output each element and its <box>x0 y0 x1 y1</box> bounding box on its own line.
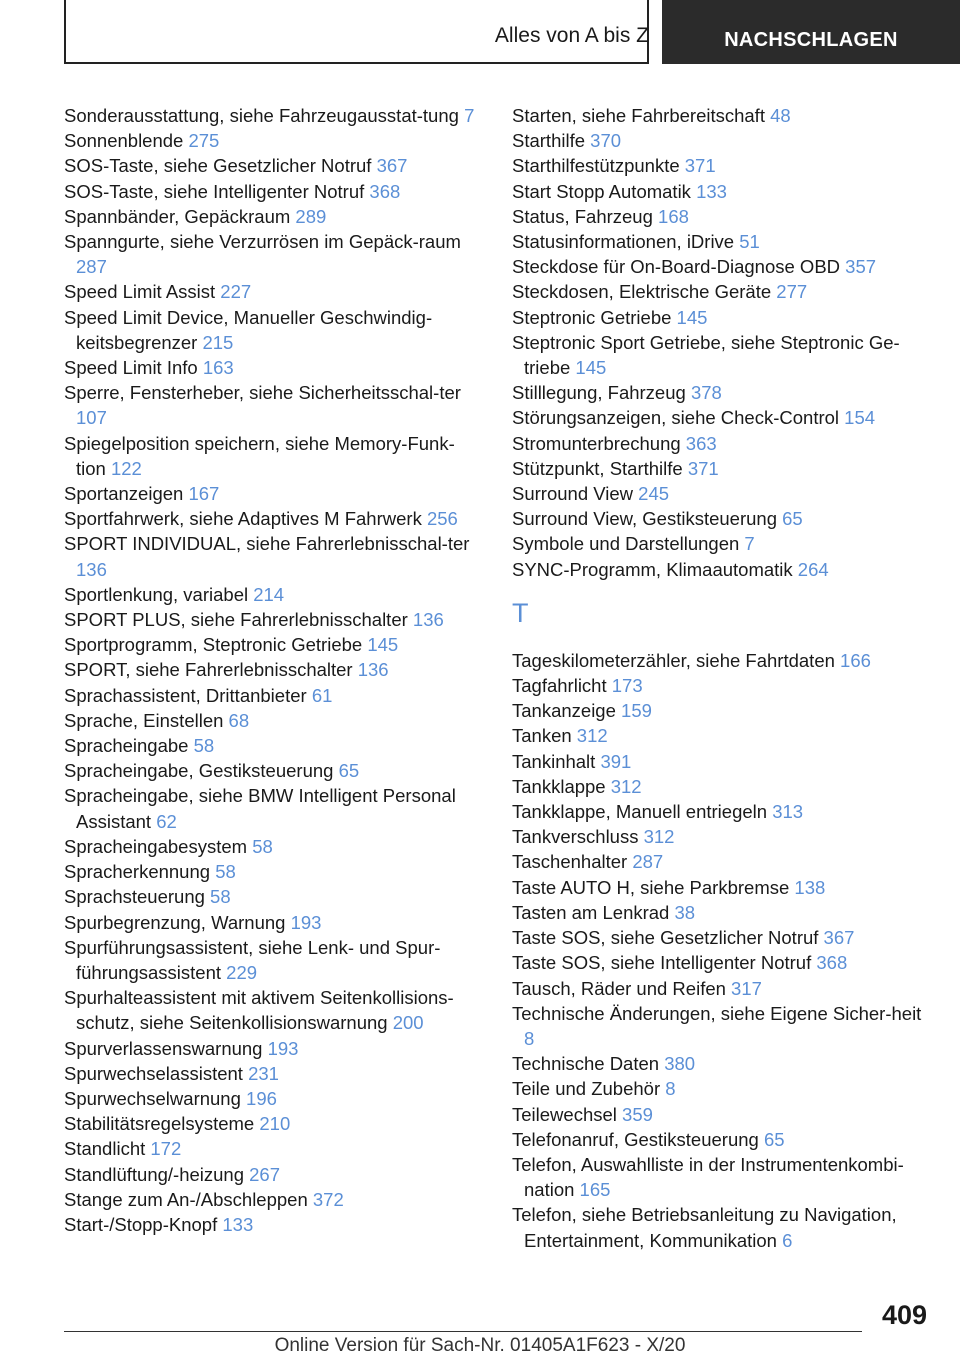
index-entry <box>64 683 484 708</box>
index-entry-text: Teile und Zubehör <box>512 1078 661 1100</box>
index-page-link[interactable]: 38 <box>674 901 696 923</box>
index-entry <box>512 1127 932 1152</box>
index-entry-text: Surround View <box>512 483 634 505</box>
index-entry-text: Speed Limit Device, Manueller Geschwindig-keitsbegrenzer <box>64 306 433 353</box>
index-entry-text: Statusinformationen, iDrive <box>512 231 735 253</box>
index-entry <box>64 431 484 481</box>
index-page-link[interactable]: 231 <box>248 1062 279 1084</box>
footer-text: Online Version für Sach-Nr. 01405A1F623 - X/20 <box>274 1335 686 1356</box>
index-page-link[interactable]: 133 <box>696 180 727 202</box>
index-entry <box>512 1001 932 1051</box>
index-page-link[interactable]: 48 <box>770 105 791 126</box>
index-entry-text: Standlüftung/-heizung <box>64 1163 244 1185</box>
index-page-link[interactable]: 107 <box>76 407 107 429</box>
index-entry-text: Sprachassistent, Drittanbieter <box>64 684 307 706</box>
index-page-link[interactable]: 168 <box>658 205 689 227</box>
index-page-link[interactable]: 65 <box>338 760 360 782</box>
index-entry <box>64 910 484 935</box>
index-entry-text: SPORT INDIVIDUAL, siehe Fahrerlebnisschal-ter <box>64 533 470 555</box>
index-entry <box>512 925 932 950</box>
index-page-link[interactable]: 58 <box>210 886 231 908</box>
index-page-link[interactable]: 122 <box>110 457 142 479</box>
index-entry-text: Standlicht <box>64 1138 146 1160</box>
index-entry <box>512 481 932 506</box>
index-entry <box>64 1086 484 1111</box>
index-page-link[interactable]: 167 <box>188 483 220 505</box>
index-entry-text: Speed Limit Assist <box>64 281 216 303</box>
index-page-link[interactable]: 145 <box>676 306 708 328</box>
index-page-link[interactable]: 289 <box>295 205 327 227</box>
chapter-tab-label: NACHSCHLAGEN <box>724 28 898 51</box>
chapter-tab <box>662 0 960 64</box>
index-page-link[interactable]: 312 <box>576 725 608 747</box>
index-page-link[interactable]: 173 <box>611 675 643 697</box>
index-entry-text: Tausch, Räder und Reifen <box>512 977 726 999</box>
index-entry <box>512 103 932 128</box>
index-entry-text: Start-/Stopp-Knopf <box>64 1213 218 1235</box>
index-entry-text: SOS-Taste, siehe Gesetzlicher Notruf <box>64 155 372 177</box>
index-page-link[interactable]: 363 <box>685 432 717 454</box>
index-page-link[interactable]: 58 <box>193 735 215 757</box>
index-entry-text: Spurwechselassistent <box>64 1062 243 1084</box>
index-entry-text: Spracheingabesystem <box>64 835 248 857</box>
index-entry <box>64 884 484 909</box>
index-entry <box>512 1051 932 1076</box>
index-entry <box>64 229 484 279</box>
index-entry-text: Spracherkennung <box>64 861 211 883</box>
index-entry <box>64 128 484 153</box>
index-page-link[interactable]: 359 <box>622 1103 653 1125</box>
index-page-link[interactable]: 7 <box>744 533 755 555</box>
index-entry-text: Tankklappe <box>512 775 606 797</box>
index-entry <box>512 179 932 204</box>
index-entry-text: Starthilfestützpunkte <box>512 155 680 177</box>
index-entry-text: Tankklappe, Manuell entriegeln <box>512 801 768 823</box>
index-entry <box>512 254 932 279</box>
index-page-link[interactable]: 312 <box>610 775 642 797</box>
index-entry-text: Spurhalteassistent mit aktivem Seitenkollisions-schutz, siehe Seitenkollisionswarnung <box>64 987 454 1034</box>
index-entry <box>512 330 932 380</box>
index-entry-text: Tagfahrlicht <box>512 675 607 697</box>
index-entry-text: Steckdosen, Elektrische Geräte <box>512 281 772 303</box>
index-entry <box>512 875 932 900</box>
index-page-link[interactable]: 214 <box>253 583 285 605</box>
index-entry-text: Sportlenkung, variabel <box>64 583 249 605</box>
index-entry-text: Taste SOS, siehe Intelligenter Notruf <box>512 952 812 974</box>
index-entry-text: Stützpunkt, Starthilfe <box>512 457 683 479</box>
index-entry <box>512 723 932 748</box>
index-entry <box>64 1162 484 1187</box>
index-page-link[interactable]: 165 <box>579 1179 611 1201</box>
index-entry-text: Surround View, Gestiksteuerung <box>512 508 777 530</box>
index-page-link[interactable]: 367 <box>376 155 408 177</box>
index-entry <box>512 431 932 456</box>
index-entry <box>64 380 484 430</box>
index-page-link[interactable]: 136 <box>76 558 107 580</box>
index-entry-text: Steckdose für On-Board-Diagnose OBD <box>512 256 841 278</box>
index-entry <box>512 229 932 254</box>
index-entry <box>64 531 484 581</box>
index-entry-text: Start Stopp Automatik <box>512 180 691 202</box>
index-entry-text: Spiegelposition speichern, siehe Memory-Funk-tion <box>64 432 455 479</box>
index-entry-text: Spurwechselwarnung <box>64 1087 241 1109</box>
index-page-link[interactable]: 8 <box>665 1078 676 1100</box>
index-entry <box>64 783 484 833</box>
index-page-link[interactable]: 215 <box>202 331 234 353</box>
index-page-link[interactable]: 145 <box>575 357 607 379</box>
index-entry <box>64 582 484 607</box>
index-page-link[interactable]: 210 <box>259 1113 291 1135</box>
index-page-link[interactable]: 368 <box>369 180 401 202</box>
index-entry <box>512 774 932 799</box>
index-entry <box>512 405 932 430</box>
index-entry-text: Telefonanruf, Gestiksteuerung <box>512 1128 759 1150</box>
index-entry <box>64 758 484 783</box>
index-entry-text: Starthilfe <box>512 130 586 152</box>
index-page-link[interactable]: 193 <box>290 911 322 933</box>
index-entry <box>512 648 932 673</box>
index-entry-text: Sonderausstattung, siehe Fahrzeugausstat-tung <box>64 105 459 126</box>
index-page-link[interactable]: 391 <box>600 750 632 772</box>
index-entry <box>64 708 484 733</box>
index-entry-text: Technische Änderungen, siehe Eigene Sicher-heit <box>512 1002 922 1024</box>
index-page-link[interactable]: 367 <box>823 927 855 949</box>
index-entry-text: Spurführungsassistent, siehe Lenk- und Spur-führungsassistent <box>64 936 441 983</box>
index-page-link[interactable]: 7 <box>464 105 475 126</box>
index-entry-text: Telefon, siehe Betriebsanleitung zu Navigation, Entertainment, Kommunikation <box>512 1204 897 1251</box>
index-page-link[interactable]: 133 <box>222 1213 254 1235</box>
index-entry <box>512 824 932 849</box>
index-entry-text: Tankinhalt <box>512 750 596 772</box>
index-entry-text: Starten, siehe Fahrbereitschaft <box>512 105 765 126</box>
index-page-link[interactable]: 370 <box>590 130 622 152</box>
index-page-link[interactable]: 196 <box>246 1087 277 1109</box>
index-page-link[interactable]: 378 <box>690 382 722 404</box>
index-page-link[interactable]: 6 <box>782 1229 793 1251</box>
index-entry <box>64 834 484 859</box>
index-entry-text: Sportanzeigen <box>64 483 184 505</box>
index-entry <box>512 1076 932 1101</box>
index-column-right <box>512 103 932 1253</box>
index-entry-text: Tageskilometerzähler, siehe Fahrtdaten <box>512 649 835 671</box>
index-entry-text: SPORT PLUS, siehe Fahrerlebnisschalter <box>64 609 408 631</box>
index-page-link[interactable]: 51 <box>739 231 760 253</box>
index-entry-text: SYNC-Programm, Klimaautomatik <box>512 558 793 580</box>
index-entry <box>64 657 484 682</box>
index-entry <box>64 1187 484 1212</box>
index-entry <box>64 305 484 355</box>
index-entry <box>512 279 932 304</box>
index-page-link[interactable]: 166 <box>840 649 871 671</box>
index-page-link[interactable]: 145 <box>367 634 399 656</box>
index-page-link[interactable]: 65 <box>782 508 803 530</box>
index-entry <box>512 1102 932 1127</box>
index-entry <box>512 204 932 229</box>
index-entry <box>512 976 932 1001</box>
index-entry <box>512 950 932 975</box>
index-entry <box>512 698 932 723</box>
index-entry-text: Taste SOS, siehe Gesetzlicher Notruf <box>512 927 819 949</box>
index-entry-text: Spannbänder, Gepäckraum <box>64 205 291 227</box>
index-entry <box>512 673 932 698</box>
index-entry <box>512 153 932 178</box>
index-entry-text: Spurverlassenswarnung <box>64 1037 263 1059</box>
index-entry-text: Tankanzeige <box>512 700 616 722</box>
index-page-link[interactable]: 368 <box>816 952 848 974</box>
index-page-link[interactable]: 58 <box>215 861 236 883</box>
index-entry <box>512 456 932 481</box>
index-entry-text: SPORT, siehe Fahrerlebnisschalter <box>64 659 353 681</box>
index-page-link[interactable]: 159 <box>621 700 652 722</box>
index-page-link[interactable]: 154 <box>844 407 876 429</box>
index-entry <box>64 103 484 128</box>
index-page-link[interactable]: 372 <box>312 1188 344 1210</box>
index-entry-text: Spurbegrenzung, Warnung <box>64 911 286 933</box>
index-entry <box>64 1061 484 1086</box>
index-entry-text: Sportprogramm, Steptronic Getriebe <box>64 634 363 656</box>
index-entry <box>512 380 932 405</box>
index-entry-text: Steptronic Sport Getriebe, siehe Steptronic Ge-triebe <box>512 331 900 379</box>
index-page-link[interactable]: 275 <box>188 130 220 152</box>
footer-divider <box>64 1331 862 1332</box>
page-number: 409 <box>881 1300 927 1330</box>
index-letter-heading: T <box>512 597 529 628</box>
index-page-link[interactable]: 277 <box>776 281 808 303</box>
index-page-link[interactable]: 62 <box>156 810 177 832</box>
index-entry <box>512 749 932 774</box>
index-entry-text: Spracheingabe <box>64 735 189 757</box>
index-page-link[interactable]: 229 <box>226 961 258 983</box>
index-entry <box>64 1111 484 1136</box>
index-entry <box>512 128 932 153</box>
index-entry-text: Tasten am Lenkrad <box>512 901 670 923</box>
index-entry <box>512 305 932 330</box>
index-entry-text: Spanngurte, siehe Verzurrösen im Gepäck-raum <box>64 231 461 253</box>
index-entry-text: Technische Daten <box>512 1053 660 1075</box>
index-entry <box>64 1136 484 1161</box>
index-entry <box>64 153 484 178</box>
index-page-link[interactable]: 371 <box>684 155 716 177</box>
index-page-link[interactable]: 163 <box>202 357 234 379</box>
index-entry-text: Stabilitätsregelsysteme <box>64 1113 255 1135</box>
index-page-link[interactable]: 256 <box>426 508 458 530</box>
index-page-link[interactable]: 136 <box>412 609 444 631</box>
index-entry-text: Taschenhalter <box>512 851 628 873</box>
index-entry <box>64 985 484 1035</box>
index-entry-text: Stange zum An-/Abschleppen <box>64 1188 308 1210</box>
index-entry <box>64 935 484 985</box>
index-entry-text: Spracheingabe, siehe BMW Intelligent Personal Assistant <box>64 785 456 832</box>
index-entry-text: SOS-Taste, siehe Intelligenter Notruf <box>64 180 365 202</box>
index-entry <box>512 900 932 925</box>
index-column-left <box>64 103 484 1237</box>
index-page-link[interactable]: 312 <box>643 826 675 848</box>
index-entry-text: Sprache, Einstellen <box>64 709 224 731</box>
index-entry-text: Sportfahrwerk, siehe Adaptives M Fahrwerk <box>64 508 422 530</box>
index-group-s <box>512 103 932 582</box>
section-title: Alles von A bis Z <box>494 24 649 47</box>
index-entry <box>64 506 484 531</box>
index-page-link[interactable]: 136 <box>357 659 389 681</box>
index-page-link[interactable]: 357 <box>845 256 877 278</box>
index-entry <box>512 1202 932 1252</box>
index-entry-text: Taste AUTO H, siehe Parkbremse <box>512 876 790 898</box>
index-entry <box>512 506 932 531</box>
index-entry <box>64 204 484 229</box>
index-page-link[interactable]: 245 <box>638 483 670 505</box>
index-entry <box>64 279 484 304</box>
index-entry <box>64 733 484 758</box>
index-page-link[interactable]: 193 <box>267 1037 299 1059</box>
index-page-link[interactable]: 264 <box>797 558 829 580</box>
index-page-link[interactable]: 313 <box>772 801 804 823</box>
index-entry <box>512 531 932 556</box>
index-entry <box>64 607 484 632</box>
index-entry-text: Sprachsteuerung <box>64 886 205 908</box>
index-entry <box>64 1212 484 1237</box>
index-entry-text: Telefon, Auswahlliste in der Instrumentenkombi-nation <box>512 1153 904 1201</box>
index-entry-text: Sonnenblende <box>64 130 184 152</box>
index-entry-text: Störungsanzeigen, siehe Check-Control <box>512 407 840 429</box>
index-page-link[interactable]: 68 <box>228 709 250 731</box>
index-page-link[interactable]: 371 <box>687 457 719 479</box>
index-entry <box>64 481 484 506</box>
index-page-link[interactable]: 58 <box>252 835 273 857</box>
index-page-link[interactable]: 317 <box>731 977 762 999</box>
index-entry <box>64 1036 484 1061</box>
index-page-link[interactable]: 287 <box>632 851 664 873</box>
index-page-link[interactable]: 61 <box>311 684 333 706</box>
index-entry <box>512 557 932 582</box>
index-page-link[interactable]: 267 <box>249 1163 281 1185</box>
index-entry-text: Speed Limit Info <box>64 357 198 379</box>
index-page-link[interactable]: 200 <box>392 1012 424 1034</box>
index-entry-text: Symbole und Darstellungen <box>512 533 740 555</box>
index-entry <box>64 632 484 657</box>
index-entry <box>512 849 932 874</box>
index-page-link[interactable]: 8 <box>524 1027 535 1049</box>
index-entry-text: Spracheingabe, Gestiksteuerung <box>64 760 334 782</box>
index-entry-text: Status, Fahrzeug <box>512 205 653 227</box>
index-entry <box>512 799 932 824</box>
index-entry-text: Teilewechsel <box>512 1103 617 1125</box>
index-page-link[interactable]: 380 <box>664 1053 696 1075</box>
index-page-link[interactable]: 227 <box>220 281 252 303</box>
index-entry-text: Stromunterbrechung <box>512 432 681 454</box>
index-entry-text: Sperre, Fensterheber, siehe Sicherheitsschal-ter <box>64 382 461 404</box>
index-entry <box>64 859 484 884</box>
index-entry <box>64 179 484 204</box>
index-page-link[interactable]: 287 <box>76 256 107 278</box>
index-page-link[interactable]: 65 <box>763 1128 785 1150</box>
index-page-link[interactable]: 172 <box>150 1138 182 1160</box>
index-page-link[interactable]: 138 <box>794 876 826 898</box>
index-entry-text: Tankverschluss <box>512 826 639 848</box>
index-entry <box>64 355 484 380</box>
index-entry-text: Tanken <box>512 725 572 747</box>
index-entry-text: Stilllegung, Fahrzeug <box>512 382 686 404</box>
index-entry <box>512 1152 932 1202</box>
index-group-t <box>512 648 932 1253</box>
index-entry-text: Steptronic Getriebe <box>512 306 672 328</box>
